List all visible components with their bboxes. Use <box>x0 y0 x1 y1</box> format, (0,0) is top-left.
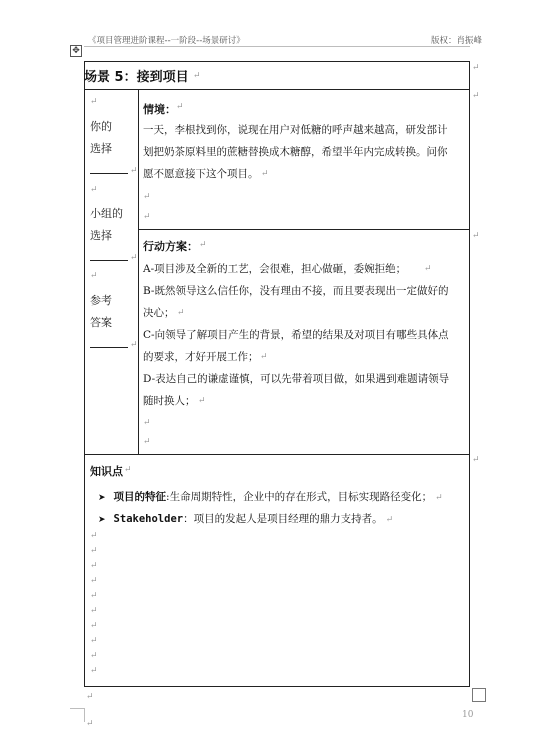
paragraph-mark: ↵ <box>130 166 138 176</box>
header-rule <box>84 46 470 47</box>
action-option-c-line2: 的要求，才好开展工作； <box>143 351 259 363</box>
paragraph-mark: ↵ <box>90 621 98 631</box>
paragraph-mark: ↵ <box>90 185 98 195</box>
action-option-c-line1: C-向领导了解项目产生的背景，希望的结果及对项目有哪些具体点 <box>143 329 449 341</box>
knowledge-heading: 知识点 <box>90 465 123 478</box>
paragraph-mark: ↵ <box>143 212 151 222</box>
paragraph-mark: ↵ <box>90 591 98 601</box>
reference-answer-blank[interactable] <box>90 347 128 348</box>
arrow-bullet-icon: ➤ <box>98 493 106 503</box>
paragraph-mark: ↵ <box>199 240 207 250</box>
table-left-border <box>84 61 85 687</box>
paragraph-mark: ↵ <box>198 396 206 406</box>
paragraph-mark: ↵ <box>472 231 480 241</box>
group-choice-label-line2: 选择 <box>90 229 112 242</box>
table-bottom-border <box>84 686 470 687</box>
knowledge-item <box>98 511 393 526</box>
action-plan-heading: 行动方案： <box>143 240 198 253</box>
action-option-d-line1: D-表达自己的谦虚谨慎，可以先带着项目做，如果遇到难题请领导 <box>143 373 450 385</box>
paragraph-mark: ↵ <box>90 576 98 586</box>
reference-answer-label-line1: 参考 <box>90 294 112 307</box>
paragraph-mark: ↵ <box>260 352 268 362</box>
action-option-d-line2: 随时换人； <box>143 395 196 407</box>
table-title-bottom-border <box>84 89 470 90</box>
paragraph-mark: ↵ <box>90 561 98 571</box>
paragraph-mark: ↵ <box>143 437 151 447</box>
paragraph-mark: ↵ <box>472 91 480 101</box>
situation-text-line2: 划把奶茶原料里的蔗糖替换成木糖醇，希望半年内完成转换。问你 <box>143 146 448 158</box>
paragraph-mark: ↵ <box>472 455 480 465</box>
paragraph-mark: ↵ <box>130 253 138 263</box>
your-choice-label-line2: 选择 <box>90 142 112 155</box>
table-top-border <box>84 61 470 62</box>
your-choice-blank[interactable] <box>90 173 128 174</box>
paragraph-mark: ↵ <box>472 63 480 73</box>
document-header-copyright: 版权：肖振峰 <box>430 36 482 46</box>
table-middle-border <box>138 229 470 230</box>
paragraph-mark: ↵ <box>261 169 269 179</box>
paragraph-mark: ↵ <box>90 651 98 661</box>
knowledge-item-separator: : <box>166 491 170 503</box>
paragraph-mark: ↵ <box>90 606 98 616</box>
page-number: 10 <box>462 710 474 720</box>
situation-text-line3: 愿不愿意接下这个项目。 <box>143 168 259 180</box>
group-choice-label-line1: 小组的 <box>90 207 123 220</box>
reference-answer-label-line2: 答案 <box>90 316 112 329</box>
scene-title: 场景 5：接到项目 <box>84 70 189 85</box>
paragraph-mark: ↵ <box>124 465 132 475</box>
action-option-a: A-项目涉及全新的工艺，会很难，担心做砸，委婉拒绝； <box>143 263 407 275</box>
paragraph-mark: ↵ <box>90 271 98 281</box>
paragraph-mark: ↵ <box>435 493 443 503</box>
paragraph-mark: ↵ <box>86 719 94 729</box>
knowledge-item-separator: ： <box>183 513 194 525</box>
action-option-b-line1: B-既然领导这么信任你，没有理由不接，而且要表现出一定做好的 <box>143 285 449 297</box>
knowledge-item <box>98 489 443 504</box>
paragraph-mark: ↵ <box>90 531 98 541</box>
margin-corner-mark <box>70 708 84 709</box>
situation-heading: 情境： <box>143 103 176 116</box>
arrow-bullet-icon: ➤ <box>98 515 106 525</box>
paragraph-mark: ↵ <box>90 636 98 646</box>
action-option-b-line2: 决心； <box>143 307 175 319</box>
knowledge-item-term: Stakeholder <box>113 513 184 525</box>
table-move-handle-icon[interactable]: ✥ <box>70 45 82 57</box>
situation-text-line1: 一天，李根找到你，说现在用户对低糖的呼声越来越高，研发部计 <box>143 124 448 136</box>
table-right-border <box>469 61 470 687</box>
knowledge-item-term: 项目的特征 <box>113 491 167 503</box>
paragraph-mark: ↵ <box>176 102 184 112</box>
paragraph-mark: ↵ <box>90 97 98 107</box>
paragraph-mark: ↵ <box>385 515 394 525</box>
group-choice-blank[interactable] <box>90 260 128 261</box>
paragraph-mark: ↵ <box>86 692 94 702</box>
paragraph-mark: ↵ <box>143 192 151 202</box>
knowledge-item-text: 项目的发起人是项目经理的鼎力支持者。 <box>193 513 383 525</box>
table-knowledge-top-border <box>84 454 470 455</box>
paragraph-mark: ↵ <box>424 264 432 274</box>
paragraph-mark: ↵ <box>90 546 98 556</box>
paragraph-mark: ↵ <box>130 340 138 350</box>
your-choice-label-line1: 你的 <box>90 120 112 133</box>
paragraph-mark: ↵ <box>143 418 151 428</box>
knowledge-item-text: 生命周期特性，企业中的存在形式，目标实现路径变化； <box>169 491 433 503</box>
paragraph-mark: ↵ <box>193 71 201 81</box>
table-column-divider <box>138 89 139 455</box>
paragraph-mark: ↵ <box>177 308 185 318</box>
paragraph-mark: ↵ <box>90 666 98 676</box>
document-header-title: 《项目管理进阶课程--一阶段--场景研讨》 <box>88 36 245 46</box>
margin-corner-mark <box>84 708 85 722</box>
page-corner-box <box>472 688 486 702</box>
